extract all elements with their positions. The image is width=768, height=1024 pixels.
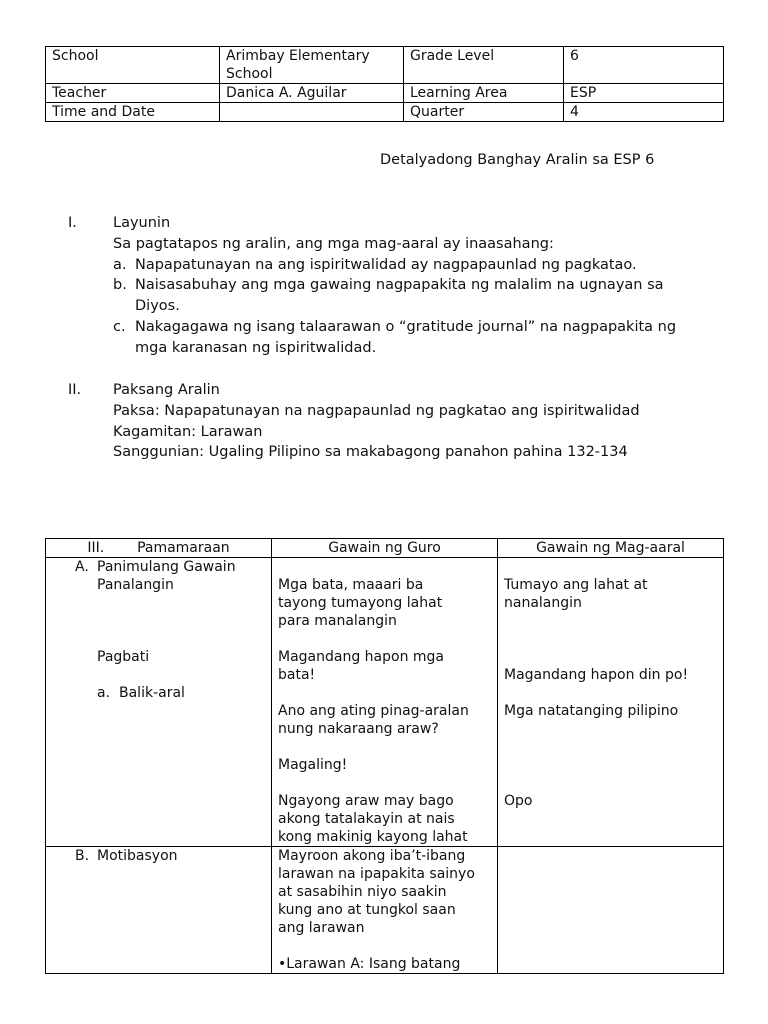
objective-item [113, 275, 676, 317]
step-panalangin: Panalangin [97, 577, 174, 593]
procedure-table [45, 538, 724, 974]
guro-text: bata! [278, 667, 316, 683]
objective-item [113, 317, 676, 359]
header-row-school [46, 47, 724, 84]
step-title: Motibasyon [97, 848, 178, 864]
header-row-teacher [46, 84, 724, 103]
grade-level-value: 6 [564, 47, 724, 84]
quarter-value: 4 [564, 103, 724, 122]
header-row-time [46, 103, 724, 122]
step-title: Panimulang Gawain [97, 559, 236, 575]
guro-text: Mga bata, maaari ba [278, 577, 424, 593]
objective-text: Napapatunayan na ang ispiritwalidad ay nagpapaunlad ng pagkatao. [135, 256, 637, 273]
step-pagbati: Pagbati [97, 649, 150, 665]
step-balik-aral: Balik-aral [119, 685, 185, 701]
guro-text: Mayroon akong iba’t-ibang [278, 848, 466, 864]
guro-text: Magandang hapon mga [278, 649, 445, 665]
sanggunian-line: Sanggunian: Ugaling Pilipino sa makabagong panahon pahina 132-134 [113, 444, 628, 461]
magaaral-text: Tumayo ang lahat at [504, 577, 648, 593]
column-header-guro: Gawain ng Guro [272, 539, 498, 558]
school-label: School [46, 47, 220, 84]
objective-text: Naisasabuhay ang mga gawaing nagpapakita ng malalim na ugnayan sa [135, 277, 664, 294]
magaaral-cell [498, 847, 724, 974]
objective-letter: c. [113, 318, 126, 335]
section-intro: Sa pagtatapos ng aralin, ang mga mag-aaral ay inaasahang: [113, 235, 554, 252]
step-letter: A. [75, 559, 89, 575]
guro-text: kong makinig kayong lahat [278, 829, 468, 845]
guro-text: tayong tumayong lahat [278, 595, 443, 611]
learning-area-label: Learning Area [404, 84, 564, 103]
grade-level-label: Grade Level [404, 47, 564, 84]
column-title: Pamamaraan [137, 540, 230, 556]
school-value: Arimbay Elementary School [220, 47, 404, 84]
magaaral-text: Magandang hapon din po! [504, 667, 689, 683]
paksa-line: Paksa: Napapatunayan na nagpapaunlad ng pagkatao ang ispiritwalidad [113, 402, 640, 419]
magaaral-text: Mga natatanging pilipino [504, 703, 679, 719]
objective-letter: a. [113, 256, 127, 273]
quarter-label: Quarter [404, 103, 564, 122]
objective-letter: b. [113, 277, 127, 294]
header-info-table [45, 46, 724, 122]
section-number: II. [68, 382, 82, 398]
column-header-pamamaraan [46, 539, 272, 558]
guro-text: kung ano at tungkol saan [278, 902, 456, 918]
section-number: I. [68, 215, 77, 231]
guro-text: at sasabihin niyo saakin [278, 884, 447, 900]
time-date-label: Time and Date [46, 103, 220, 122]
step-cell [46, 558, 272, 847]
table-row-panimulang-gawain [46, 558, 724, 847]
magaaral-text: nanalangin [504, 595, 582, 611]
objective-text-cont: mga karanasan ng ispiritwalidad. [135, 339, 377, 356]
document-title: Detalyadong Banghay Aralin sa ESP 6 [380, 152, 655, 168]
guro-text: larawan na ipapakita sainyo [278, 866, 475, 882]
guro-text: •Larawan A: Isang batang [278, 956, 461, 972]
guro-text: Ngayong araw may bago [278, 793, 454, 809]
magaaral-text: Opo [504, 793, 533, 809]
learning-area-value: ESP [564, 84, 724, 103]
magaaral-cell [498, 558, 724, 847]
step-letter: B. [75, 848, 90, 864]
objective-item [113, 255, 676, 276]
guro-text: Ano ang ating pinag-aralan [278, 703, 469, 719]
column-number: III. [87, 540, 105, 556]
kagamitan-line: Kagamitan: Larawan [113, 423, 263, 440]
substep-letter: a. [97, 685, 111, 701]
time-date-value [220, 103, 404, 122]
objective-text-cont: Diyos. [135, 298, 180, 315]
guro-text: ang larawan [278, 920, 365, 936]
column-header-magaaral: Gawain ng Mag-aaral [498, 539, 724, 558]
teacher-label: Teacher [46, 84, 220, 103]
section-title: Paksang Aralin [113, 382, 220, 398]
guro-text: nung nakaraang araw? [278, 721, 439, 737]
table-row-motibasyon [46, 847, 724, 974]
section-title: Layunin [113, 215, 171, 231]
guro-cell [272, 558, 498, 847]
teacher-value: Danica A. Aguilar [220, 84, 404, 103]
table-header-row [46, 539, 724, 558]
guro-text: para manalangin [278, 613, 397, 629]
guro-text: akong tatalakayin at nais [278, 811, 455, 827]
guro-cell [272, 847, 498, 974]
objective-text: Nakagagawa ng isang talaarawan o “gratitude journal” na nagpapakita ng [135, 318, 677, 335]
step-cell [46, 847, 272, 974]
guro-text: Magaling! [278, 757, 348, 773]
